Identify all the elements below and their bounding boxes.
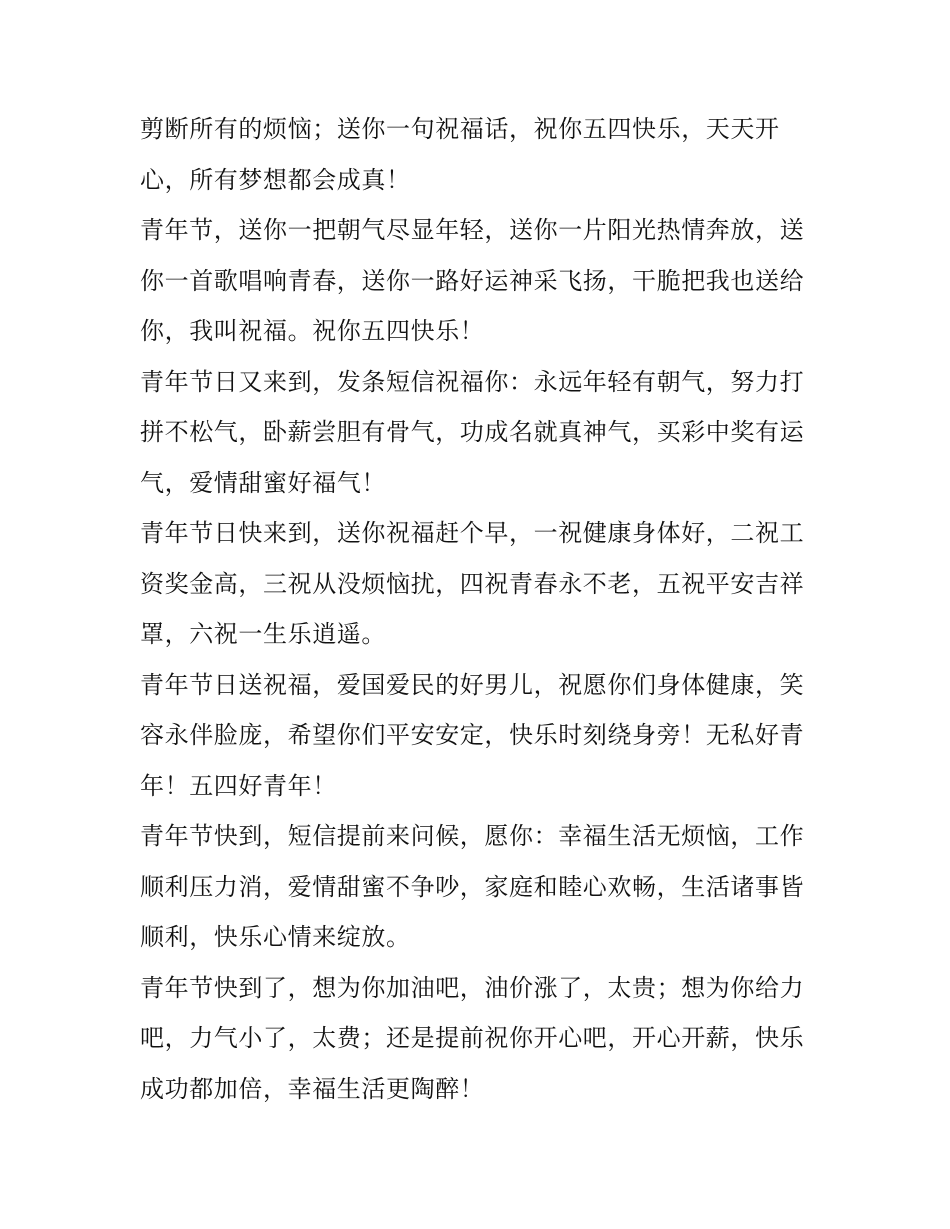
document-body — [140, 104, 820, 1114]
text-line: 青年节日送祝福，爱国爱民的好男儿，祝愿你们身体健康，笑 — [140, 670, 805, 699]
text-line: 吧，力气小了，太费；还是提前祝你开心吧，开心开薪，快乐 — [140, 1024, 805, 1052]
text-line: 青年节日又来到，发条短信祝福你：永远年轻有朝气，努力打 — [140, 367, 805, 396]
text-line: 青年节日快来到，送你祝福赶个早，一祝健康身体好，二祝工 — [140, 519, 805, 547]
text-line: 拼不松气，卧薪尝胆有骨气，功成名就真神气，买彩中奖有运 — [140, 418, 805, 446]
text-line: 罩，六祝一生乐逍遥。 — [140, 620, 386, 648]
text-line: 青年节，送你一把朝气尽显年轻，送你一片阳光热情奔放，送 — [140, 216, 805, 244]
text-line: 顺利，快乐心情来绽放。 — [140, 923, 411, 951]
text-line: 年！五四好青年！ — [140, 771, 337, 800]
text-line: 青年节快到，短信提前来问候，愿你：幸福生活无烦恼，工作 — [140, 822, 805, 850]
text-line: 顺利压力消，爱情甜蜜不争吵，家庭和睦心欢畅，生活诸事皆 — [140, 872, 805, 901]
text-line: 容永伴脸庞，希望你们平安安定，快乐时刻绕身旁！无私好青 — [140, 721, 805, 749]
text-line: 剪断所有的烦恼；送你一句祝福话，祝你五四快乐，天天开 — [140, 115, 780, 143]
text-line: 资奖金高，三祝从没烦恼扰，四祝青春永不老，五祝平安吉祥 — [140, 569, 805, 598]
text-line: 你，我叫祝福。祝你五四快乐！ — [140, 317, 485, 345]
text-line: 成功都加倍，幸福生活更陶醉！ — [140, 1074, 485, 1103]
text-line: 青年节快到了，想为你加油吧，油价涨了，太贵；想为你给力 — [140, 973, 805, 1002]
text-line: 你一首歌唱响青春，送你一路好运神采飞扬，干脆把我也送给 — [140, 266, 805, 295]
text-line: 气，爱情甜蜜好福气！ — [140, 468, 386, 497]
text-line: 心，所有梦想都会成真！ — [140, 165, 411, 194]
